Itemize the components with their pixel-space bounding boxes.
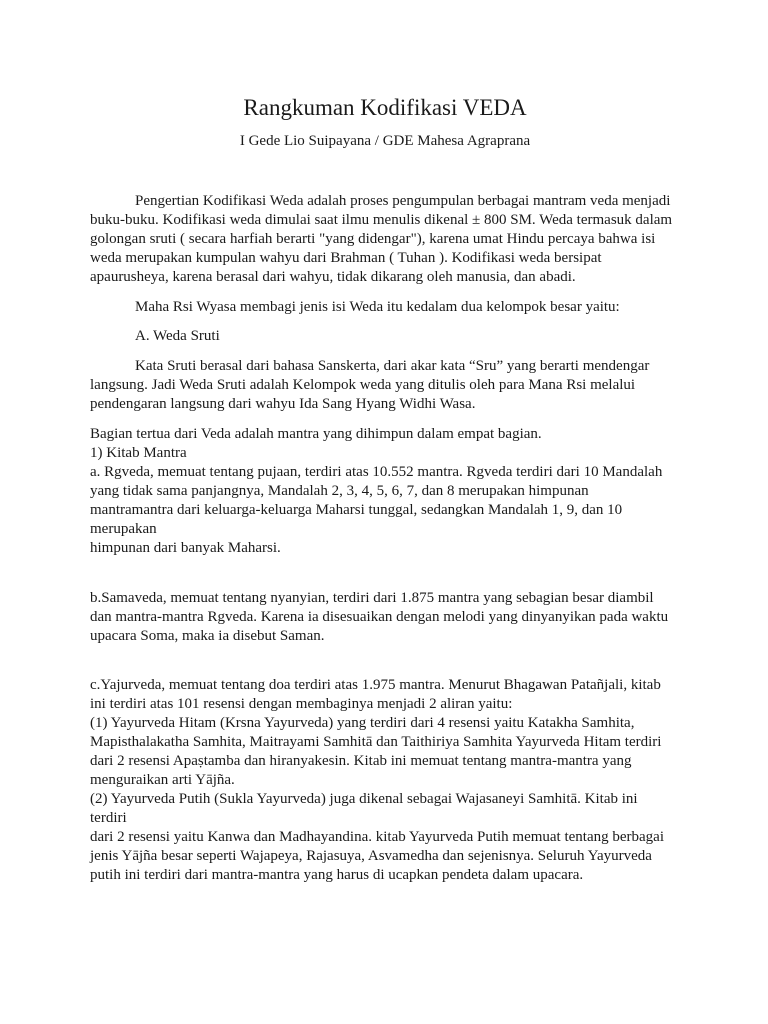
text-line: himpunan dari banyak Maharsi. (90, 540, 281, 556)
text-line: dari 2 resensi Apaṣtamba dan hiranyakesin. Kitab ini memuat tentang mantra-mantra yang (90, 753, 632, 769)
text-line: buku-buku. Kodifikasi weda dimulai saat ilmu menulis dikenal ± 800 SM. Weda termasuk dalam (90, 212, 673, 228)
text-line: dari 2 resensi yaitu Kanwa dan Madhayandina. kitab Yayurveda Putih memuat tentang berbagai (90, 829, 665, 845)
text-line: dan mantra-mantra Rgveda. Karena ia disesuaikan dengan melodi yang dinyanyikan pada waktu (90, 609, 669, 625)
text-line: putih ini terdiri dari mantra-mantra yang harus di ucapkan pendeta dalam upacara. (90, 867, 584, 883)
text-line: weda merupakan kumpulan wahyu dari Brahman ( Tuhan ). Kodifikasi weda bersipat (90, 250, 602, 266)
text-line: c.Yajurveda, memuat tentang doa terdiri atas 1.975 mantra. Menurut Bhagawan Patañjali, kitab (90, 677, 661, 693)
paragraph-mantra (90, 425, 680, 558)
section-heading-weda-sruti (90, 327, 680, 346)
paragraph-yajurveda (90, 676, 680, 885)
document-title: Rangkuman Kodifikasi VEDA (243, 95, 527, 120)
text-line: A. Weda Sruti (135, 328, 220, 344)
text-line: terdiri (90, 810, 127, 826)
text-line: Mapisthalakatha Samhita, Maitrayami Samhitā dan Taithiriya Samhita Yayurveda Hitam terdiri (90, 734, 662, 750)
text-line: b.Samaveda, memuat tentang nyanyian, terdiri dari 1.875 mantra yang sebagian besar diambil (90, 590, 654, 606)
text-line: pendengaran langsung dari wahyu Ida Sang Hyang Widhi Wasa. (90, 396, 476, 412)
text-line: jenis Yājña besar seperti Wajapeya, Rajasuya, Asvamedha dan sejenisnya. Seluruh Yayurveda (90, 848, 652, 864)
paragraph-sruti (90, 357, 680, 414)
text-line: upacara Soma, maka ia disebut Saman. (90, 628, 325, 644)
document-authors: I Gede Lio Suipayana / GDE Mahesa Agraprana (239, 133, 531, 149)
paragraph-division (90, 298, 680, 317)
paragraph-samaveda (90, 589, 680, 646)
text-line: menguraikan arti Yājña. (90, 772, 235, 788)
text-line: Kata Sruti berasal dari bahasa Sanskerta, dari akar kata “Sru” yang berarti mendengar (135, 358, 650, 374)
paragraph-definition (90, 192, 680, 287)
text-line: (2) Yayurveda Putih (Sukla Yayurveda) juga dikenal sebagai Wajasaneyi Samhitā. Kitab ini (90, 791, 638, 807)
text-line: mantramantra dari keluarga-keluarga Maharsi tunggal, sedangkan Mandalah 1, 9, dan 10 (90, 502, 623, 518)
text-line: Bagian tertua dari Veda adalah mantra yang dihimpun dalam empat bagian. (90, 426, 542, 442)
text-line: Maha Rsi Wyasa membagi jenis isi Weda itu kedalam dua kelompok besar yaitu: (135, 299, 620, 315)
text-line: ini terdiri atas 101 resensi dengan membaginya menjadi 2 aliran yaitu: (90, 696, 513, 712)
text-line: apaurusheya, karena berasal dari wahyu, tidak dikarang oleh manusia, dan abadi. (90, 269, 576, 285)
text-line: 1) Kitab Mantra (90, 445, 187, 461)
text-line: golongan sruti ( secara harfiah berarti "yang didengar"), karena umat Hindu percaya bahwa isi (90, 231, 656, 247)
text-line: yang tidak sama panjangnya, Mandalah 2, 3, 4, 5, 6, 7, dan 8 merupakan himpunan (90, 483, 589, 499)
text-line: langsung. Jadi Weda Sruti adalah Kelompok weda yang ditulis oleh para Mana Rsi melalui (90, 377, 636, 393)
text-line: Pengertian Kodifikasi Weda adalah proses pengumpulan berbagai mantram veda menjadi (135, 193, 671, 209)
text-line: (1) Yayurveda Hitam (Krsna Yayurveda) yang terdiri dari 4 resensi yaitu Katakha Samhita, (90, 715, 635, 731)
text-line: a. Rgveda, memuat tentang pujaan, terdiri atas 10.552 mantra. Rgveda terdiri dari 10 Mandalah (90, 464, 663, 480)
text-line: merupakan (90, 521, 157, 537)
